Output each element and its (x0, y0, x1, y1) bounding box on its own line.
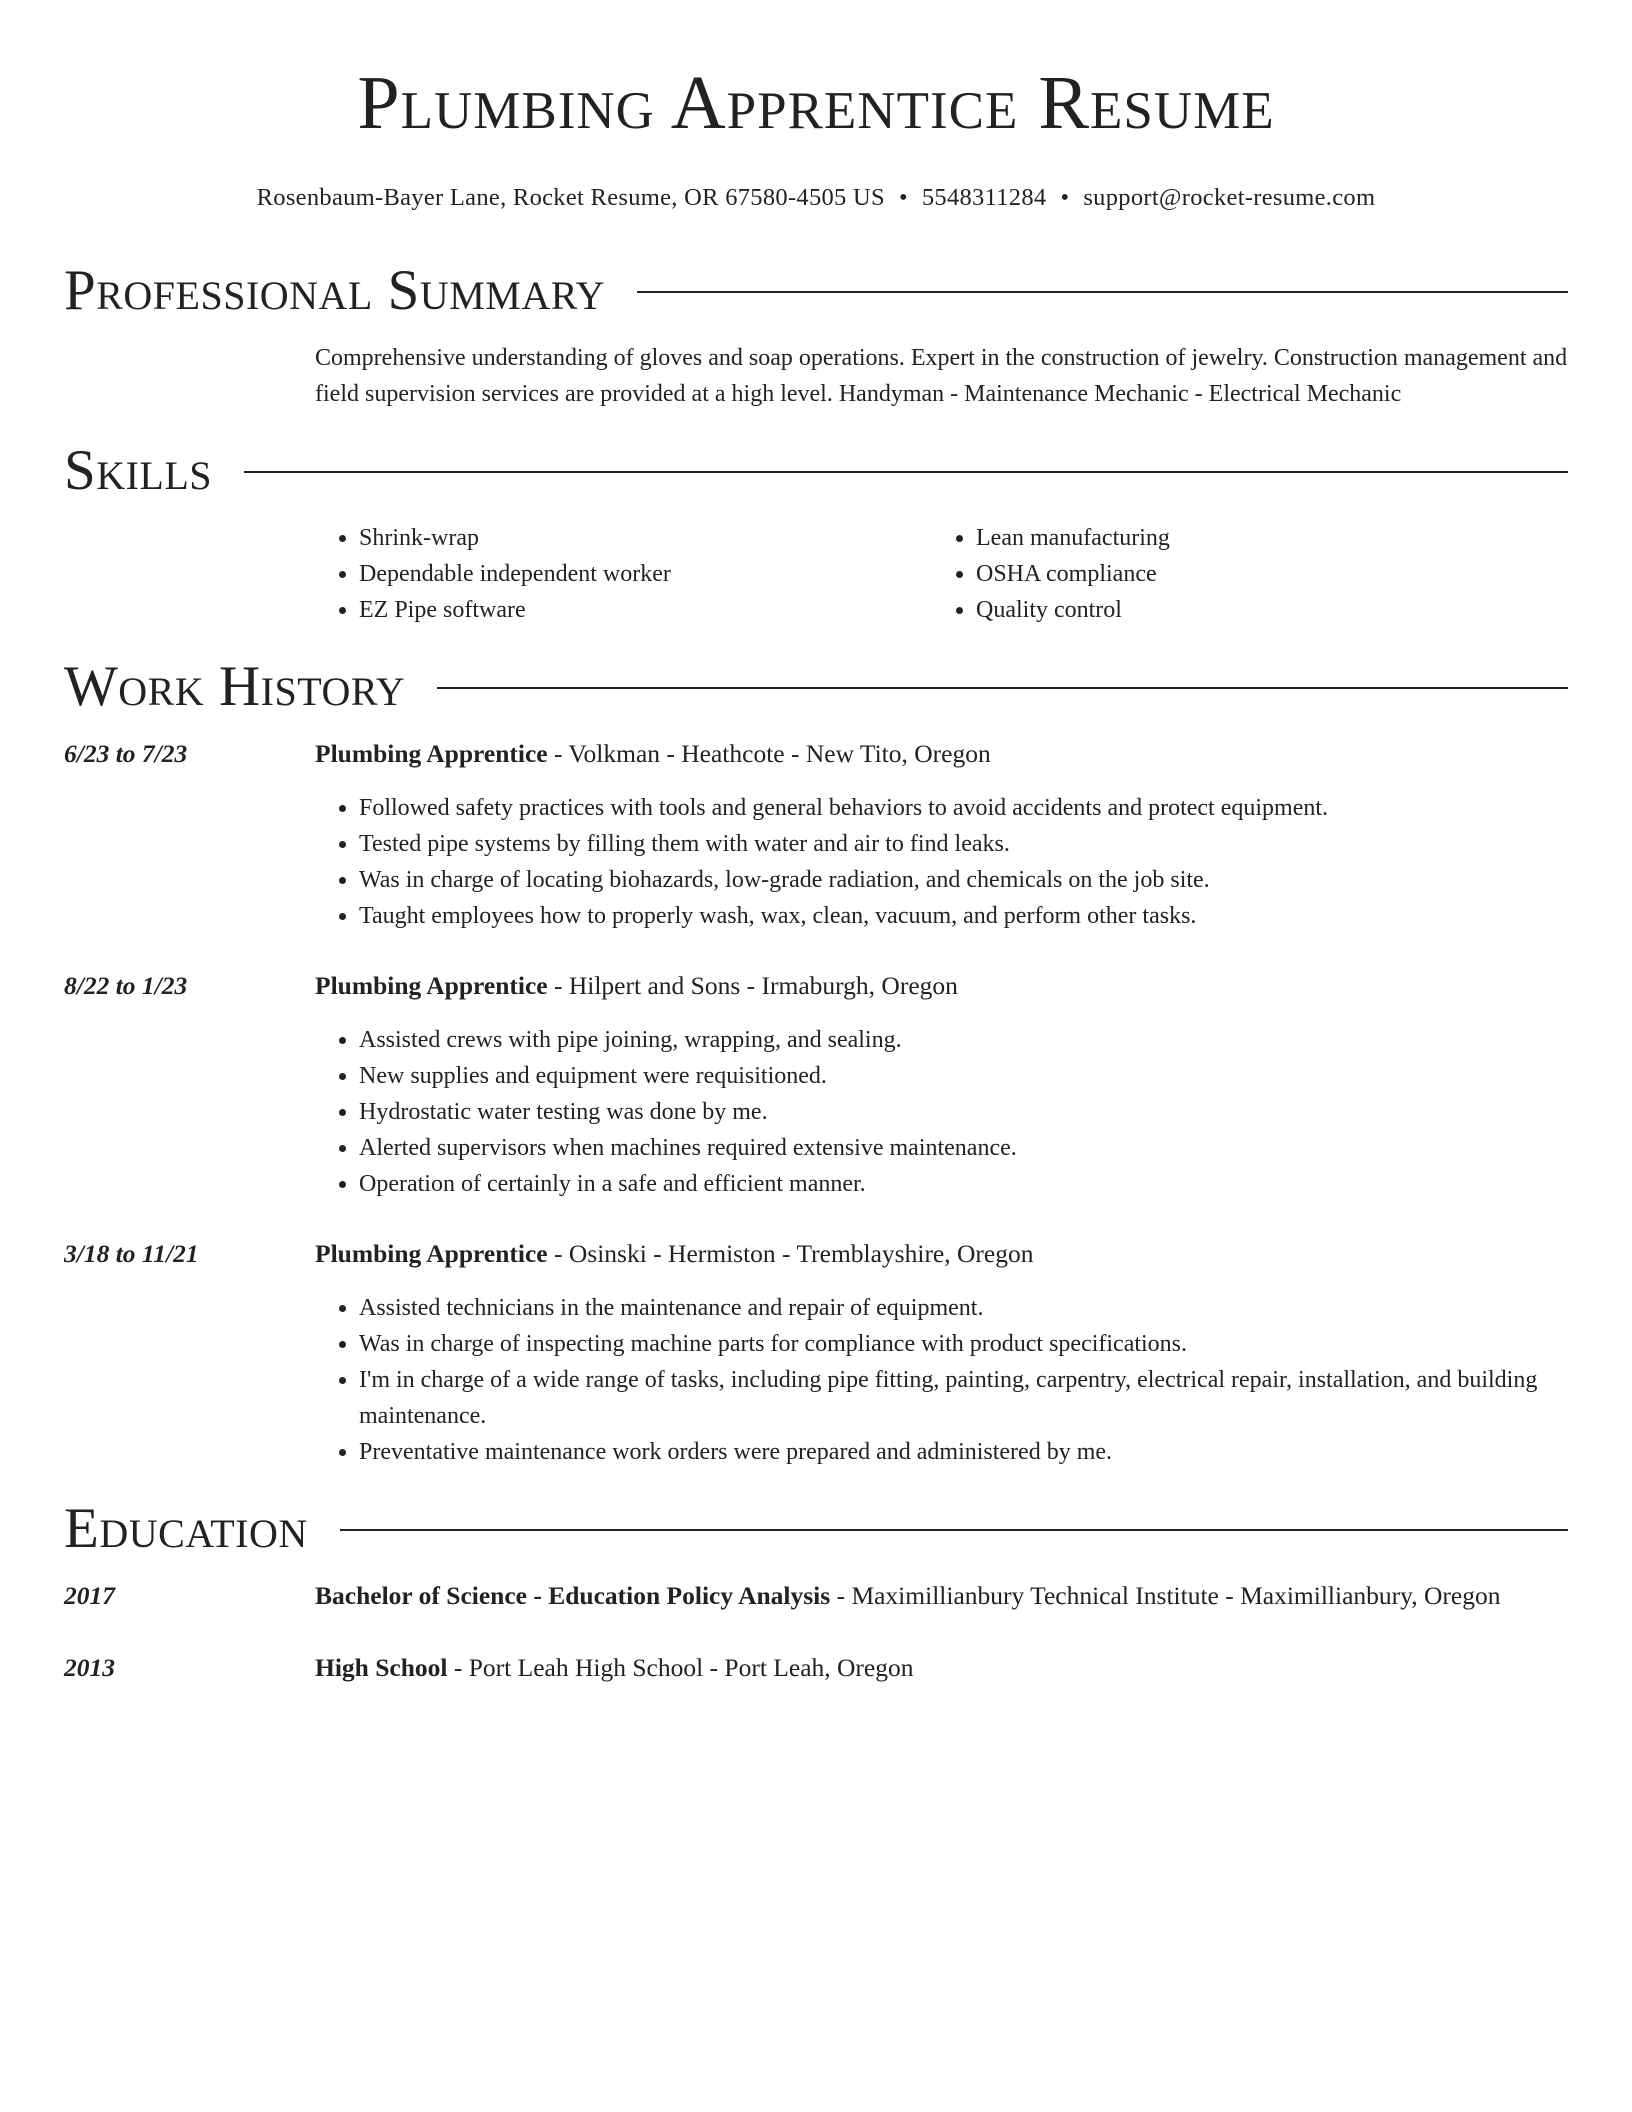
job-employer: - Osinski - Hermiston - Tremblayshire, Oregon (547, 1239, 1034, 1268)
education-entry (64, 1650, 1568, 1686)
duty-item: • Was in charge of locating biohazards, low-grade radiation, and chemicals on the job site. (359, 862, 1568, 898)
resume-title: Plumbing Apprentice Resume (357, 61, 1275, 145)
education-year: 2013 (64, 1653, 115, 1682)
education-heading: Education (64, 1497, 308, 1560)
duty-item: • Assisted crews with pipe joining, wrapping, and sealing. (359, 1022, 1568, 1058)
job-detail (315, 1236, 1568, 1470)
resume-page (64, 0, 1568, 1686)
summary-text: Comprehensive understanding of gloves and soap operations. Expert in the construction of jewelry. Construction management and field supervision services are provided at a high level. Handyman - Maintenance Mechanic - Electrical Mechanic (315, 345, 1568, 407)
duty-item: • Followed safety practices with tools and general behaviors to avoid accidents and protect equipment. (359, 790, 1568, 826)
job-dates: 6/23 to 7/23 (64, 739, 188, 768)
education-degree: High School (315, 1653, 448, 1682)
duty-item: • Assisted technicians in the maintenance and repair of equipment. (359, 1290, 1568, 1326)
job-detail (315, 968, 1568, 1202)
separator-dot: • (898, 184, 908, 211)
duty-item: • Hydrostatic water testing was done by me. (359, 1094, 1568, 1130)
job-dates: 8/22 to 1/23 (64, 971, 188, 1000)
job-dates: 3/18 to 11/21 (64, 1239, 199, 1268)
skills-column-left (315, 520, 932, 628)
job-duties (315, 1022, 1568, 1202)
summary-heading: Professional Summary (64, 259, 606, 322)
separator-dot: • (1060, 184, 1070, 211)
education-detail (315, 1650, 1568, 1686)
skills-section-header (64, 436, 1568, 506)
section-divider (437, 687, 1568, 689)
job-duties (315, 1290, 1568, 1470)
phone: 5548311284 (921, 184, 1047, 211)
skills-column-right (932, 520, 1549, 628)
skill-item: • Shrink-wrap (359, 520, 932, 556)
education-detail (315, 1578, 1568, 1614)
duty-item: • I'm in charge of a wide range of tasks, including pipe fitting, painting, carpentry, electrical repair, installation, and building maintenance. (359, 1362, 1568, 1434)
job-title: Plumbing Apprentice (315, 739, 548, 768)
duty-item: • Operation of certainly in a safe and efficient manner. (359, 1166, 1568, 1202)
job-detail (315, 736, 1568, 934)
job-employer: - Volkman - Heathcote - New Tito, Oregon (547, 739, 991, 768)
education-year: 2017 (64, 1581, 115, 1610)
education-section-header (64, 1494, 1568, 1564)
education-degree: Bachelor of Science - Education Policy Analysis (315, 1581, 831, 1610)
job-title-line (315, 968, 1568, 1004)
work-section-header (64, 652, 1568, 722)
address: Rosenbaum-Bayer Lane, Rocket Resume, OR 67580-4505 US (256, 184, 885, 211)
job-employer: - Hilpert and Sons - Irmaburgh, Oregon (547, 971, 958, 1000)
job-entry (64, 968, 1568, 1202)
duty-item: • New supplies and equipment were requisitioned. (359, 1058, 1568, 1094)
contact-line (64, 182, 1568, 214)
job-title-line (315, 1236, 1568, 1272)
skill-item: • Quality control (976, 592, 1549, 628)
job-title-line (315, 736, 1568, 772)
section-divider (244, 471, 1568, 473)
section-divider (637, 291, 1568, 293)
duty-item: • Preventative maintenance work orders were prepared and administered by me. (359, 1434, 1568, 1470)
education-school: - Maximillianbury Technical Institute - Maximillianbury, Oregon (830, 1581, 1501, 1610)
section-divider (340, 1529, 1568, 1531)
duty-item: • Tested pipe systems by filling them with water and air to find leaks. (359, 826, 1568, 862)
duty-item: • Was in charge of inspecting machine parts for compliance with product specifications. (359, 1326, 1568, 1362)
job-duties (315, 790, 1568, 934)
skill-item: • Dependable independent worker (359, 556, 932, 592)
skill-item: • EZ Pipe software (359, 592, 932, 628)
email: support@rocket-resume.com (1083, 184, 1376, 211)
education-school: - Port Leah High School - Port Leah, Oregon (447, 1653, 914, 1682)
job-entry (64, 1236, 1568, 1470)
skills-heading: Skills (64, 439, 213, 502)
job-title: Plumbing Apprentice (315, 1239, 548, 1268)
skill-item: • Lean manufacturing (976, 520, 1549, 556)
education-entry (64, 1578, 1568, 1614)
skill-item: • OSHA compliance (976, 556, 1549, 592)
summary-section-header (64, 256, 1568, 326)
job-title: Plumbing Apprentice (315, 971, 548, 1000)
work-heading: Work History (64, 655, 406, 718)
duty-item: • Taught employees how to properly wash, wax, clean, vacuum, and perform other tasks. (359, 898, 1568, 934)
job-entry (64, 736, 1568, 934)
skills-list (315, 520, 1568, 628)
duty-item: • Alerted supervisors when machines required extensive maintenance. (359, 1130, 1568, 1166)
